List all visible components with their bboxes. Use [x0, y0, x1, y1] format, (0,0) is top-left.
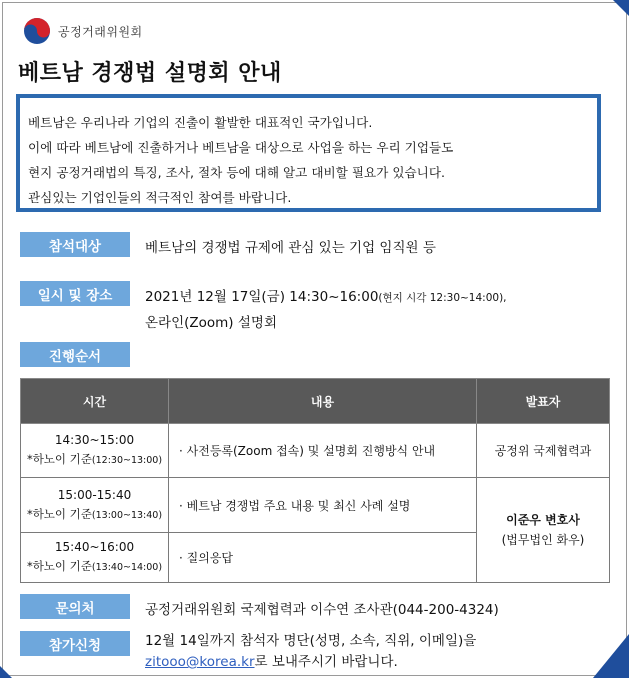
- content-cell: · 질의응답: [169, 533, 477, 583]
- page-title: 베트남 경쟁법 설명회 안내: [18, 61, 282, 86]
- local-time: [22, 505, 167, 525]
- local-time-range: (12:30~13:00): [91, 455, 163, 466]
- contact-value: 공정거래위원회 국제협력과 이수연 조사관(044-200-4324): [145, 602, 499, 618]
- datetime-value: [145, 285, 507, 305]
- local-time-prefix: *하노이 기준: [26, 506, 92, 521]
- time-value: 15:00-15:40: [57, 487, 132, 502]
- corner-decoration: [613, 0, 629, 16]
- corner-decoration: [593, 634, 629, 678]
- local-time-range: (13:00~13:40): [91, 509, 163, 521]
- agenda-label: 진행순서: [20, 342, 130, 367]
- intro-box: [16, 94, 601, 212]
- datetime-label: 일시 및 장소: [20, 281, 130, 306]
- header-content: 내용: [169, 379, 477, 424]
- local-time: [22, 450, 167, 470]
- time-value: 15:40~16:00: [54, 540, 135, 554]
- time-value: 14:30~15:00: [54, 433, 135, 447]
- apply-label: 참가신청: [20, 631, 130, 656]
- local-time: [22, 557, 167, 577]
- local-time-prefix: *하노이 기준: [26, 452, 92, 466]
- header-presenter: 발표자: [477, 379, 610, 424]
- apply-line1: 12월 14일까지 참석자 명단(성명, 소속, 직위, 이메일)을: [145, 633, 477, 649]
- time-cell: [21, 533, 169, 583]
- intro-line: 이에 따라 베트남에 진출하거나 베트남을 대상으로 사업을 하는 우리 기업들도: [28, 140, 454, 155]
- taegeuk-logo-icon: [22, 16, 52, 46]
- local-time-prefix: *하노이 기준: [26, 559, 92, 573]
- venue-value: 온라인(Zoom) 설명회: [145, 315, 277, 331]
- intro-line: 관심있는 기업인들의 적극적인 참여를 바랍니다.: [28, 190, 292, 205]
- datetime-local-note: (현지 시각 12:30~14:00),: [378, 292, 507, 304]
- content-cell: · 사전등록(Zoom 접속) 및 설명회 진행방식 안내: [169, 424, 477, 478]
- table-row: [21, 478, 610, 533]
- table-header-row: [21, 379, 610, 424]
- content-cell: · 베트남 경쟁법 주요 내용 및 최신 사례 설명: [169, 478, 477, 533]
- contact-label: 문의처: [20, 594, 130, 619]
- presenter-org: (법무법인 화우): [501, 533, 585, 547]
- apply-line2: [145, 650, 398, 670]
- audience-value: 베트남의 경쟁법 규제에 관심 있는 기업 임직원 등: [145, 240, 436, 256]
- presenter-cell: 공정위 국제협력과: [477, 424, 610, 478]
- intro-line: 현지 공정거래법의 특징, 조사, 절차 등에 대해 알고 대비할 필요가 있습니다.: [28, 165, 446, 180]
- corner-decoration: [0, 666, 12, 678]
- header-time: 시간: [21, 379, 169, 424]
- schedule-table: [20, 378, 610, 583]
- time-cell: [21, 478, 169, 533]
- presenter-cell: [477, 478, 610, 583]
- org-name: 공정거래위원회: [58, 24, 143, 39]
- local-time-range: (13:40~14:00): [91, 562, 163, 573]
- email-link[interactable]: zitooo@korea.kr: [145, 654, 255, 670]
- apply-line2-rest: 로 보내주시기 바랍니다.: [254, 654, 398, 670]
- intro-line: 베트남은 우리나라 기업의 진출이 활발한 대표적인 국가입니다.: [28, 115, 373, 130]
- audience-label: 참석대상: [20, 232, 130, 257]
- org-logo: [22, 16, 143, 46]
- table-row: [21, 424, 610, 478]
- presenter-name: 이준우 변호사: [506, 513, 580, 527]
- time-cell: [21, 424, 169, 478]
- datetime-main: 2021년 12월 17일(금) 14:30~16:00: [145, 289, 379, 305]
